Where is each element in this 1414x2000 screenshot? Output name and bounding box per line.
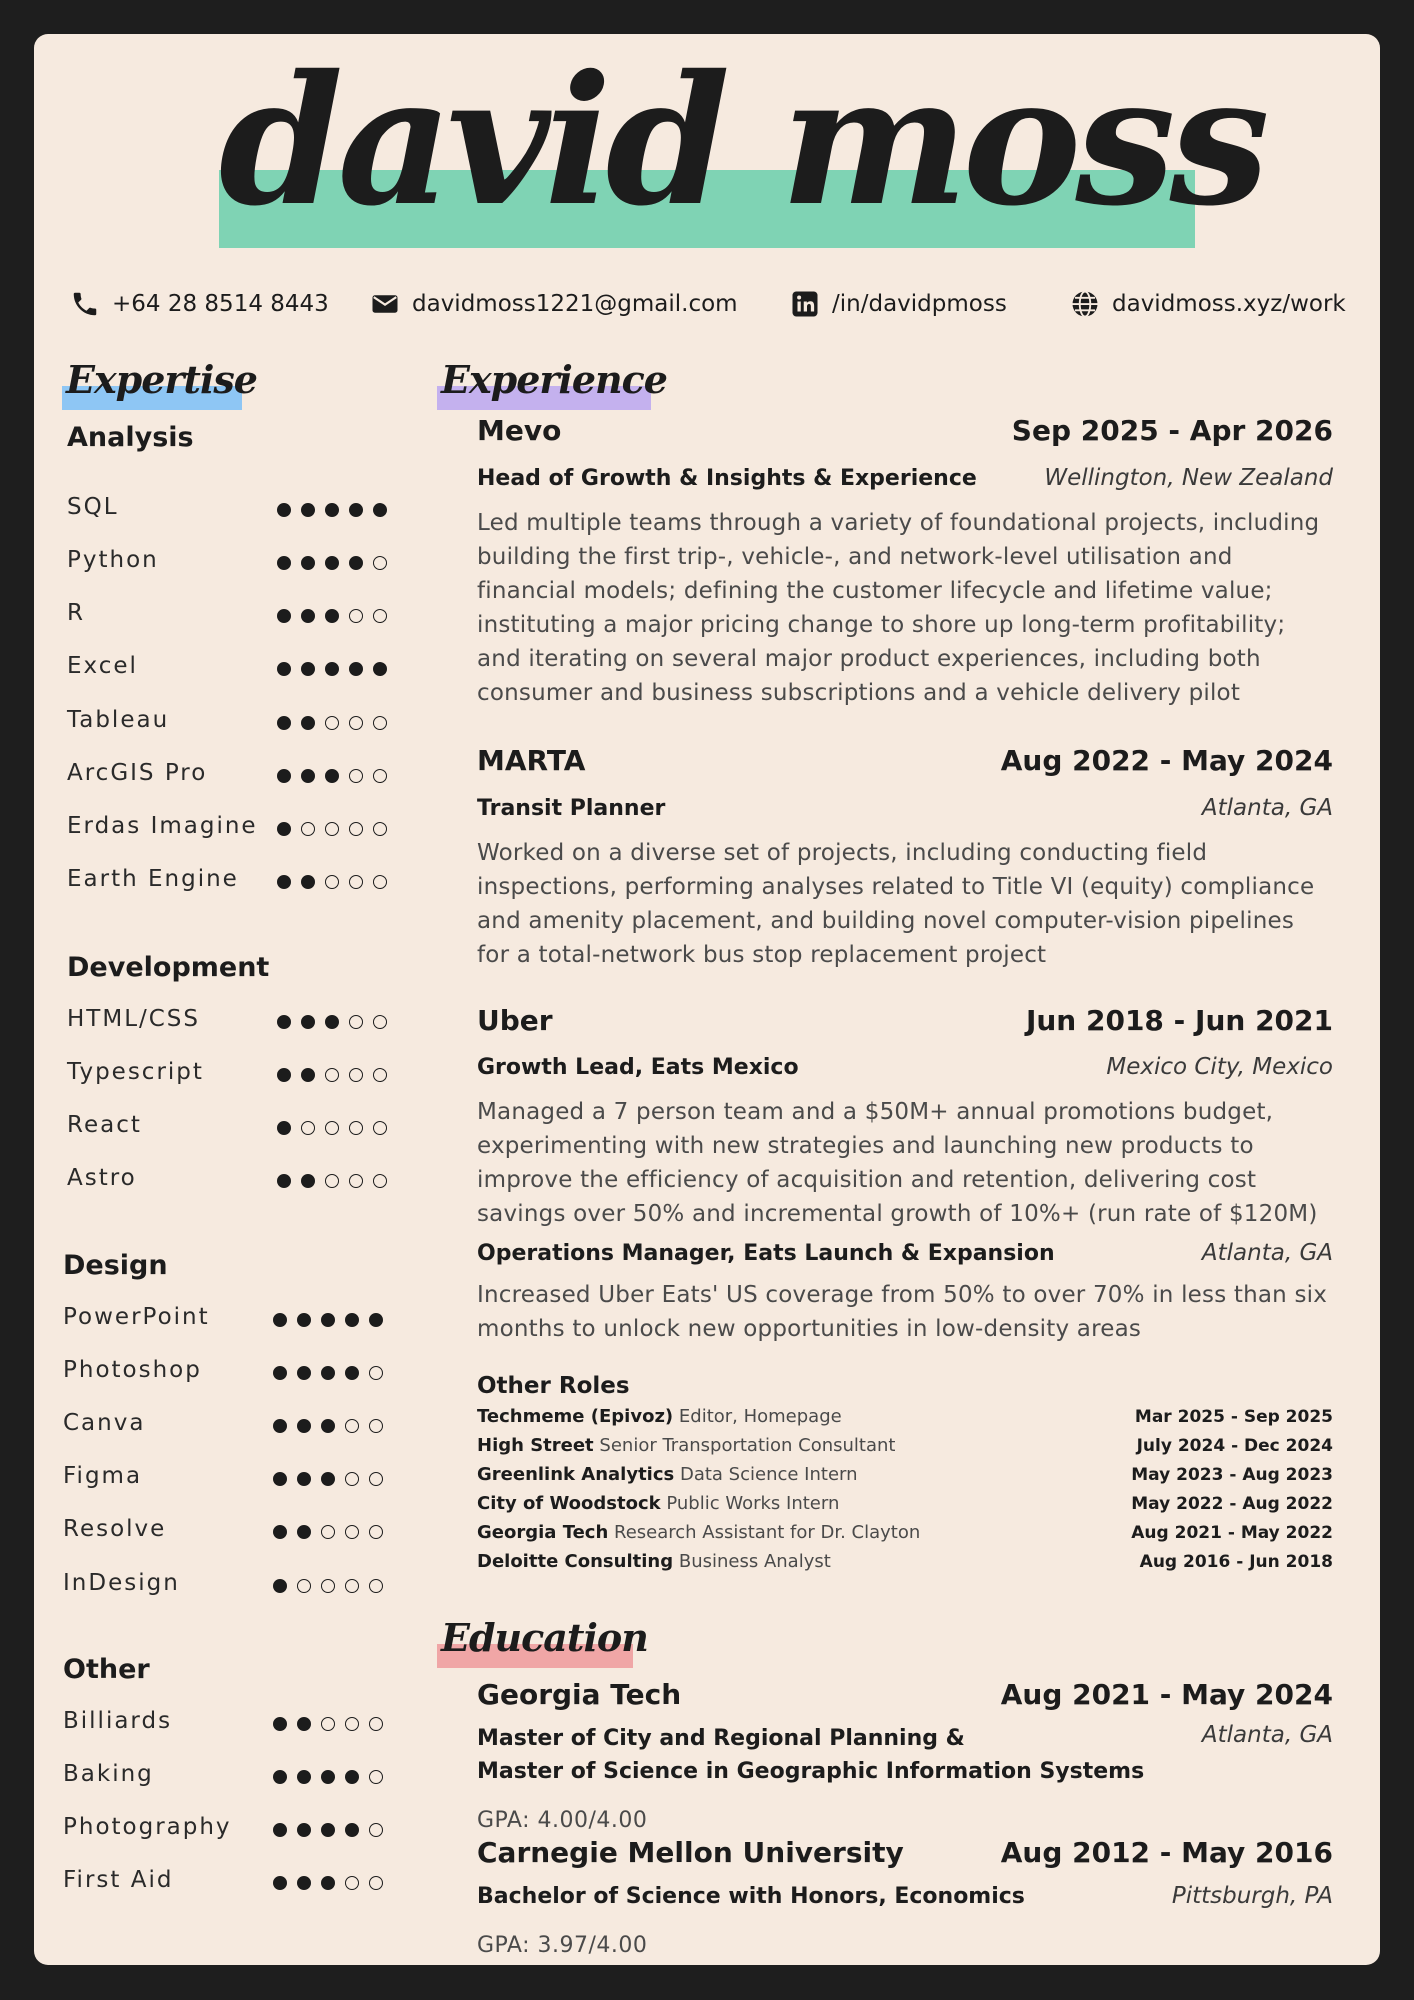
- rating-dot-filled: [321, 1823, 335, 1837]
- other-role-title: Public Works Intern: [666, 1493, 840, 1514]
- skill-row: [67, 543, 397, 583]
- rating-dot-filled: [273, 1579, 287, 1593]
- rating-dot-filled: [273, 1366, 287, 1380]
- skill-rating: [273, 1419, 393, 1433]
- skill-rating: [277, 1068, 397, 1082]
- rating-dot-filled: [301, 1174, 315, 1188]
- degree-header: [477, 1880, 1333, 1913]
- role-header: [477, 1240, 1333, 1266]
- skill-name: HTML/CSS: [67, 1006, 201, 1032]
- date-range: Jun 2018 - Jun 2021: [1025, 1004, 1333, 1037]
- experience-header: [477, 414, 1333, 447]
- skill-rating: [273, 1770, 393, 1784]
- rating-dot-empty: [321, 1579, 335, 1593]
- rating-dot-empty: [369, 1366, 383, 1380]
- rating-dot-empty: [369, 1472, 383, 1486]
- rating-dot-filled: [297, 1472, 311, 1486]
- rating-dot-empty: [301, 822, 315, 836]
- skill-name: SQL: [67, 494, 119, 520]
- rating-dot-filled: [301, 1015, 315, 1029]
- location: Mexico City, Mexico: [1106, 1054, 1333, 1080]
- skill-row: [67, 490, 397, 530]
- degree-line: Master of Science in Geographic Information Systems: [477, 1759, 1145, 1784]
- rating-dot-empty: [325, 716, 339, 730]
- skill-row: [63, 1757, 393, 1797]
- skill-name: InDesign: [63, 1570, 180, 1596]
- degree-header: [477, 1722, 1333, 1788]
- experience-heading: Experience: [437, 354, 655, 410]
- rating-dot-empty: [373, 1068, 387, 1082]
- rating-dot-filled: [325, 556, 339, 570]
- other-role-title: Business Analyst: [678, 1551, 831, 1572]
- rating-dot-filled: [301, 769, 315, 783]
- skill-rating: [277, 822, 397, 836]
- experience-header: [477, 744, 1333, 777]
- other-role-company: Georgia Tech: [477, 1522, 609, 1543]
- rating-dot-empty: [373, 769, 387, 783]
- other-role-company: Greenlink Analytics: [477, 1464, 675, 1485]
- rating-dot-filled: [301, 875, 315, 889]
- rating-dot-empty: [349, 1121, 363, 1135]
- rating-dot-empty: [345, 1579, 359, 1593]
- skill-name: Tableau: [67, 707, 170, 733]
- skill-rating: [277, 1174, 397, 1188]
- rating-dot-empty: [349, 1174, 363, 1188]
- contact-linkedin[interactable]: [790, 284, 1007, 324]
- rating-dot-filled: [369, 1313, 383, 1327]
- skill-name: Photography: [63, 1814, 232, 1840]
- education-header: [477, 1836, 1333, 1869]
- other-role-dates: Aug 2021 - May 2022: [1131, 1523, 1333, 1543]
- skill-rating: [277, 609, 397, 623]
- other-role-row: [477, 1493, 1333, 1522]
- role-header: [477, 1054, 1333, 1080]
- skill-rating: [277, 716, 397, 730]
- skill-category-title: Design: [63, 1250, 168, 1281]
- rating-dot-filled: [297, 1313, 311, 1327]
- rating-dot-empty: [373, 1121, 387, 1135]
- rating-dot-filled: [277, 822, 291, 836]
- skill-row: [63, 1406, 393, 1446]
- company-name: Uber: [477, 1004, 553, 1037]
- rating-dot-filled: [297, 1717, 311, 1731]
- skill-row: [67, 1055, 397, 1095]
- rating-dot-empty: [349, 716, 363, 730]
- rating-dot-filled: [325, 503, 339, 517]
- rating-dot-empty: [345, 1717, 359, 1731]
- rating-dot-filled: [277, 769, 291, 783]
- skill-name: Python: [67, 547, 159, 573]
- degree-line: Bachelor of Science with Honors, Economics: [477, 1884, 1025, 1909]
- skill-rating: [273, 1313, 393, 1327]
- role-title: Transit Planner: [477, 796, 666, 821]
- skill-rating: [273, 1717, 393, 1731]
- school-name: Georgia Tech: [477, 1678, 682, 1711]
- skill-row: [63, 1512, 393, 1552]
- rating-dot-filled: [277, 503, 291, 517]
- skill-rating: [277, 1015, 397, 1029]
- other-role-row: [477, 1406, 1333, 1435]
- rating-dot-filled: [349, 662, 363, 676]
- other-role-company: City of Woodstock: [477, 1493, 661, 1514]
- company-name: Mevo: [477, 414, 562, 447]
- rating-dot-empty: [369, 1419, 383, 1433]
- skill-name: First Aid: [63, 1867, 174, 1893]
- rating-dot-empty: [369, 1579, 383, 1593]
- location: Atlanta, GA: [1201, 795, 1333, 821]
- rating-dot-filled: [345, 1366, 359, 1380]
- rating-dot-filled: [277, 875, 291, 889]
- skill-row: [67, 1002, 397, 1042]
- skill-row: [63, 1704, 393, 1744]
- rating-dot-filled: [301, 503, 315, 517]
- rating-dot-filled: [349, 556, 363, 570]
- education-header: [477, 1678, 1333, 1711]
- skill-name: Earth Engine: [67, 866, 239, 892]
- rating-dot-empty: [373, 822, 387, 836]
- website-text: davidmoss.xyz/work: [1112, 291, 1346, 317]
- rating-dot-filled: [273, 1525, 287, 1539]
- rating-dot-filled: [277, 609, 291, 623]
- skill-name: Excel: [67, 653, 138, 679]
- role-description: Worked on a diverse set of projects, including conducting field inspections, performing analyses related to Title VI (equity) compliance and amenity placement, and building novel computer-vision pipelines for a total-network bus stop replacement project: [477, 840, 1315, 968]
- other-role-title: Research Assistant for Dr. Clayton: [614, 1522, 921, 1543]
- skill-rating: [277, 875, 397, 889]
- role-description: Managed a 7 person team and a $50M+ annual promotions budget, experimenting with new strategies and launching new products to improve the efficiency of acquisition and retention, delivering cost savings over 50% and incremental growth of 10%+ (run rate of $120M): [477, 1099, 1318, 1227]
- role-title: Operations Manager, Eats Launch & Expansion: [477, 1241, 1055, 1266]
- role-description: Increased Uber Eats' US coverage from 50% to over 70% in less than six months to unlock new opportunities in low-density areas: [477, 1282, 1328, 1342]
- rating-dot-empty: [373, 875, 387, 889]
- rating-dot-filled: [273, 1313, 287, 1327]
- skill-name: Baking: [63, 1761, 154, 1787]
- rating-dot-filled: [273, 1717, 287, 1731]
- other-role-title: Editor, Homepage: [678, 1406, 842, 1427]
- other-role-dates: Mar 2025 - Sep 2025: [1134, 1407, 1333, 1427]
- skill-row: [63, 1566, 393, 1606]
- rating-dot-filled: [301, 662, 315, 676]
- skill-name: R: [67, 600, 85, 626]
- resume-page: [34, 34, 1380, 1965]
- skill-rating: [277, 662, 397, 676]
- location: Atlanta, GA: [1201, 1240, 1333, 1266]
- other-role-row: [477, 1464, 1333, 1493]
- skill-rating: [273, 1876, 393, 1890]
- rating-dot-filled: [277, 662, 291, 676]
- rating-dot-empty: [321, 1525, 335, 1539]
- skill-category-title: Development: [67, 952, 270, 983]
- rating-dot-empty: [325, 1068, 339, 1082]
- skill-row: [63, 1300, 393, 1340]
- rating-dot-filled: [277, 556, 291, 570]
- contact-email[interactable]: [370, 284, 738, 324]
- linkedin-text: /in/davidpmoss: [832, 291, 1007, 317]
- skill-row: [63, 1863, 393, 1903]
- rating-dot-filled: [321, 1419, 335, 1433]
- rating-dot-empty: [349, 875, 363, 889]
- rating-dot-filled: [273, 1419, 287, 1433]
- rating-dot-filled: [277, 1121, 291, 1135]
- skill-rating: [273, 1823, 393, 1837]
- rating-dot-filled: [345, 1823, 359, 1837]
- other-role-row: [477, 1551, 1333, 1580]
- date-range: Aug 2022 - May 2024: [1000, 744, 1333, 777]
- rating-dot-filled: [273, 1770, 287, 1784]
- rating-dot-filled: [273, 1823, 287, 1837]
- skill-row: [67, 1108, 397, 1148]
- rating-dot-filled: [373, 662, 387, 676]
- rating-dot-empty: [349, 1015, 363, 1029]
- other-role-title: Senior Transportation Consultant: [599, 1435, 896, 1456]
- rating-dot-filled: [345, 1313, 359, 1327]
- rating-dot-empty: [349, 822, 363, 836]
- rating-dot-empty: [325, 1121, 339, 1135]
- skill-name: Resolve: [63, 1516, 167, 1542]
- location: Atlanta, GA: [1201, 1722, 1333, 1748]
- other-role-dates: Aug 2016 - Jun 2018: [1139, 1552, 1333, 1572]
- rating-dot-filled: [325, 609, 339, 623]
- rating-dot-filled: [373, 503, 387, 517]
- rating-dot-filled: [297, 1419, 311, 1433]
- contact-website[interactable]: [1070, 284, 1346, 324]
- other-role-dates: May 2022 - Aug 2022: [1131, 1494, 1333, 1514]
- rating-dot-filled: [297, 1823, 311, 1837]
- role-title: Growth Lead, Eats Mexico: [477, 1055, 799, 1080]
- skill-name: PowerPoint: [63, 1304, 210, 1330]
- rating-dot-empty: [369, 1823, 383, 1837]
- email-text: davidmoss1221@gmail.com: [412, 291, 738, 317]
- rating-dot-empty: [369, 1525, 383, 1539]
- skill-name: React: [67, 1112, 142, 1138]
- skill-rating: [273, 1579, 393, 1593]
- rating-dot-empty: [373, 1174, 387, 1188]
- skill-rating: [273, 1525, 393, 1539]
- other-role-row: [477, 1435, 1333, 1464]
- skill-name: Photoshop: [63, 1357, 202, 1383]
- skill-row: [67, 862, 397, 902]
- rating-dot-filled: [321, 1770, 335, 1784]
- skill-name: ArcGIS Pro: [67, 760, 208, 786]
- rating-dot-filled: [325, 769, 339, 783]
- expertise-heading: Expertise: [62, 354, 244, 410]
- other-roles-title: Other Roles: [477, 1373, 630, 1399]
- date-range: Aug 2012 - May 2016: [1000, 1836, 1333, 1869]
- rating-dot-empty: [345, 1525, 359, 1539]
- degree-line: Master of City and Regional Planning &: [477, 1726, 965, 1751]
- rating-dot-empty: [297, 1579, 311, 1593]
- date-range: Sep 2025 - Apr 2026: [1011, 414, 1333, 447]
- rating-dot-empty: [301, 1121, 315, 1135]
- skill-row: [63, 1459, 393, 1499]
- gpa: GPA: 4.00/4.00: [477, 1808, 648, 1833]
- role-header: [477, 795, 1333, 821]
- skill-row: [67, 649, 397, 689]
- rating-dot-empty: [349, 769, 363, 783]
- rating-dot-filled: [321, 1876, 335, 1890]
- rating-dot-empty: [373, 556, 387, 570]
- rating-dot-empty: [373, 1015, 387, 1029]
- other-role-company: High Street: [477, 1435, 594, 1456]
- skill-name: Figma: [63, 1463, 143, 1489]
- phone-text: +64 28 8514 8443: [112, 291, 329, 317]
- experience-header: [477, 1004, 1333, 1037]
- skill-name: Astro: [67, 1165, 137, 1191]
- rating-dot-filled: [273, 1472, 287, 1486]
- rating-dot-empty: [373, 609, 387, 623]
- skill-category-title: Other: [63, 1654, 150, 1685]
- rating-dot-empty: [325, 1174, 339, 1188]
- date-range: Aug 2021 - May 2024: [1000, 1678, 1333, 1711]
- rating-dot-filled: [297, 1876, 311, 1890]
- rating-dot-filled: [301, 716, 315, 730]
- rating-dot-empty: [345, 1876, 359, 1890]
- rating-dot-filled: [321, 1313, 335, 1327]
- contact-phone: [70, 284, 329, 324]
- rating-dot-filled: [325, 662, 339, 676]
- location: Wellington, New Zealand: [1044, 465, 1333, 491]
- skill-name: Canva: [63, 1410, 146, 1436]
- rating-dot-filled: [345, 1770, 359, 1784]
- skill-rating: [273, 1366, 393, 1380]
- rating-dot-filled: [277, 716, 291, 730]
- rating-dot-empty: [369, 1770, 383, 1784]
- location: Pittsburgh, PA: [1171, 1883, 1333, 1909]
- skill-name: Typescript: [67, 1059, 204, 1085]
- other-role-company: Techmeme (Epivoz): [477, 1406, 674, 1427]
- rating-dot-empty: [349, 1068, 363, 1082]
- school-name: Carnegie Mellon University: [477, 1836, 904, 1869]
- skill-rating: [277, 769, 397, 783]
- skill-row: [67, 703, 397, 743]
- other-role-row: [477, 1522, 1333, 1551]
- rating-dot-filled: [301, 1068, 315, 1082]
- gpa: GPA: 3.97/4.00: [477, 1933, 648, 1958]
- rating-dot-empty: [325, 822, 339, 836]
- rating-dot-empty: [349, 609, 363, 623]
- rating-dot-filled: [297, 1770, 311, 1784]
- skill-row: [67, 756, 397, 796]
- rating-dot-empty: [345, 1472, 359, 1486]
- rating-dot-filled: [325, 1015, 339, 1029]
- rating-dot-empty: [369, 1717, 383, 1731]
- rating-dot-filled: [321, 1472, 335, 1486]
- name-heading: david moss: [219, 36, 1264, 245]
- rating-dot-filled: [277, 1174, 291, 1188]
- skill-row: [67, 809, 397, 849]
- phone-icon: [70, 289, 100, 319]
- other-role-title: Data Science Intern: [679, 1464, 858, 1485]
- rating-dot-filled: [301, 609, 315, 623]
- rating-dot-empty: [369, 1876, 383, 1890]
- rating-dot-filled: [273, 1876, 287, 1890]
- skill-rating: [277, 556, 397, 570]
- rating-dot-empty: [373, 716, 387, 730]
- other-role-dates: May 2023 - Aug 2023: [1131, 1465, 1333, 1485]
- rating-dot-filled: [349, 503, 363, 517]
- role-title: Head of Growth & Insights & Experience: [477, 466, 977, 491]
- skill-rating: [277, 1121, 397, 1135]
- rating-dot-filled: [277, 1068, 291, 1082]
- skill-row: [67, 596, 397, 636]
- rating-dot-empty: [321, 1717, 335, 1731]
- skill-rating: [277, 503, 397, 517]
- skill-rating: [273, 1472, 393, 1486]
- skill-name: Erdas Imagine: [67, 813, 258, 839]
- rating-dot-filled: [301, 556, 315, 570]
- linkedin-icon: [790, 289, 820, 319]
- skill-name: Billiards: [63, 1708, 173, 1734]
- company-name: MARTA: [477, 744, 586, 777]
- skill-row: [67, 1161, 397, 1201]
- rating-dot-empty: [325, 875, 339, 889]
- skill-row: [63, 1353, 393, 1393]
- rating-dot-empty: [345, 1419, 359, 1433]
- other-role-dates: July 2024 - Dec 2024: [1136, 1436, 1333, 1456]
- rating-dot-filled: [277, 1015, 291, 1029]
- education-heading: Education: [437, 1612, 635, 1668]
- other-role-company: Deloitte Consulting: [477, 1551, 674, 1572]
- rating-dot-filled: [321, 1366, 335, 1380]
- rating-dot-filled: [297, 1525, 311, 1539]
- skill-row: [63, 1810, 393, 1850]
- role-header: [477, 465, 1333, 491]
- globe-icon: [1070, 289, 1100, 319]
- role-description: Led multiple teams through a variety of foundational projects, including building the first trip-, vehicle-, and network-level utilisation and financial models; defining the customer lifecycle and lifetime value; instituting a major pricing change to shore up long-term profitability; and iterating on several major product experiences, including both consumer and business subscriptions and a vehicle delivery pilot: [477, 510, 1320, 706]
- skill-category-title: Analysis: [67, 422, 194, 453]
- email-icon: [370, 289, 400, 319]
- rating-dot-filled: [297, 1366, 311, 1380]
